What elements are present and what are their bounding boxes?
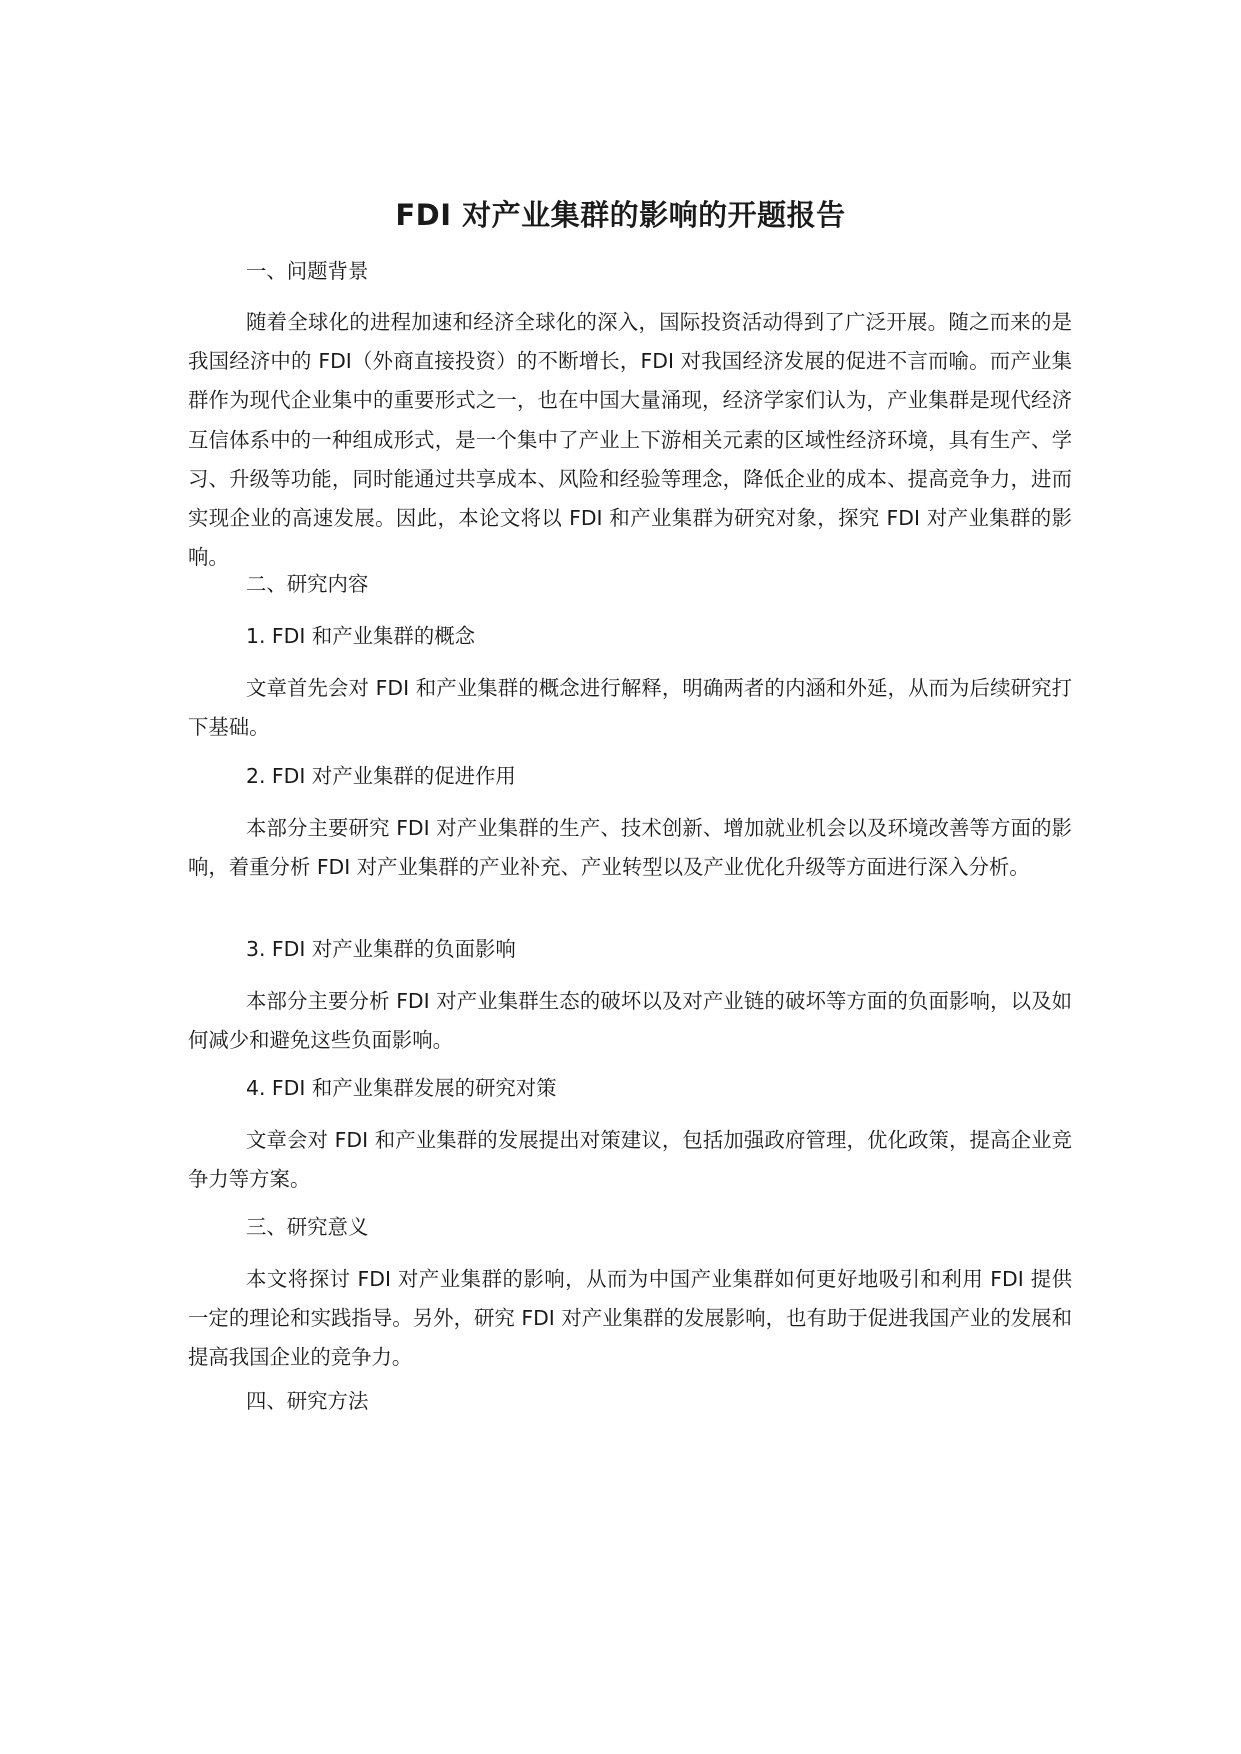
section-heading-content: 二、研究内容: [246, 572, 369, 596]
section-heading-methods: 四、研究方法: [246, 1389, 369, 1413]
section-heading-background: 一、问题背景: [246, 259, 369, 283]
paragraph-promotion: 本部分主要研究 FDI 对产业集群的生产、技术创新、增加就业机会以及环境改善等方面的影响，着重分析 FDI 对产业集群的产业补充、产业转型以及产业优化升级等方面进行深入分析。: [188, 816, 1072, 880]
subsection-heading-negative: 3. FDI 对产业集群的负面影响: [246, 937, 516, 961]
paragraph-negative: 本部分主要分析 FDI 对产业集群生态的破坏以及对产业链的破坏等方面的负面影响，以及如何减少和避免这些负面影响。: [188, 989, 1072, 1053]
paragraph-countermeasures: 文章会对 FDI 和产业集群的发展提出对策建议，包括加强政府管理，优化政策，提高企业竞争力等方案。: [188, 1128, 1072, 1192]
subsection-heading-countermeasures: 4. FDI 和产业集群发展的研究对策: [246, 1076, 557, 1100]
subsection-heading-promotion: 2. FDI 对产业集群的促进作用: [246, 764, 516, 788]
subsection-heading-concept: 1. FDI 和产业集群的概念: [246, 624, 475, 648]
section-heading-significance: 三、研究意义: [246, 1215, 369, 1239]
paragraph-background: 随着全球化的进程加速和经济全球化的深入，国际投资活动得到了广泛开展。随之而来的是我国经济中的 FDI（外商直接投资）的不断增长，FDI 对我国经济发展的促进不言而喻。而产业集群作为现代企业集中的重要形式之一，也在中国大量涌现，经济学家们认为，产业集群是现代经济互信体系中的一种组成形式，是一个集中了产业上下游相关元素的区域性经济环境，具有生产、学习、升级等功能，同时能通过共享成本、风险和经验等理念，降低企业的成本、提高竞争力，进而实现企业的高速发展。因此，本论文将以 FDI 和产业集群为研究对象，探究 FDI 对产业集群的影响。: [188, 310, 1072, 570]
paragraph-significance: 本文将探讨 FDI 对产业集群的影响，从而为中国产业集群如何更好地吸引和利用 FDI 提供一定的理论和实践指导。另外，研究 FDI 对产业集群的发展影响，也有助于促进我国产业的发展和提高我国企业的竞争力。: [188, 1267, 1072, 1370]
paragraph-concept: 文章首先会对 FDI 和产业集群的概念进行解释，明确两者的内涵和外延，从而为后续研究打下基础。: [188, 676, 1072, 740]
document-title: FDI 对产业集群的影响的开题报告: [395, 198, 846, 233]
